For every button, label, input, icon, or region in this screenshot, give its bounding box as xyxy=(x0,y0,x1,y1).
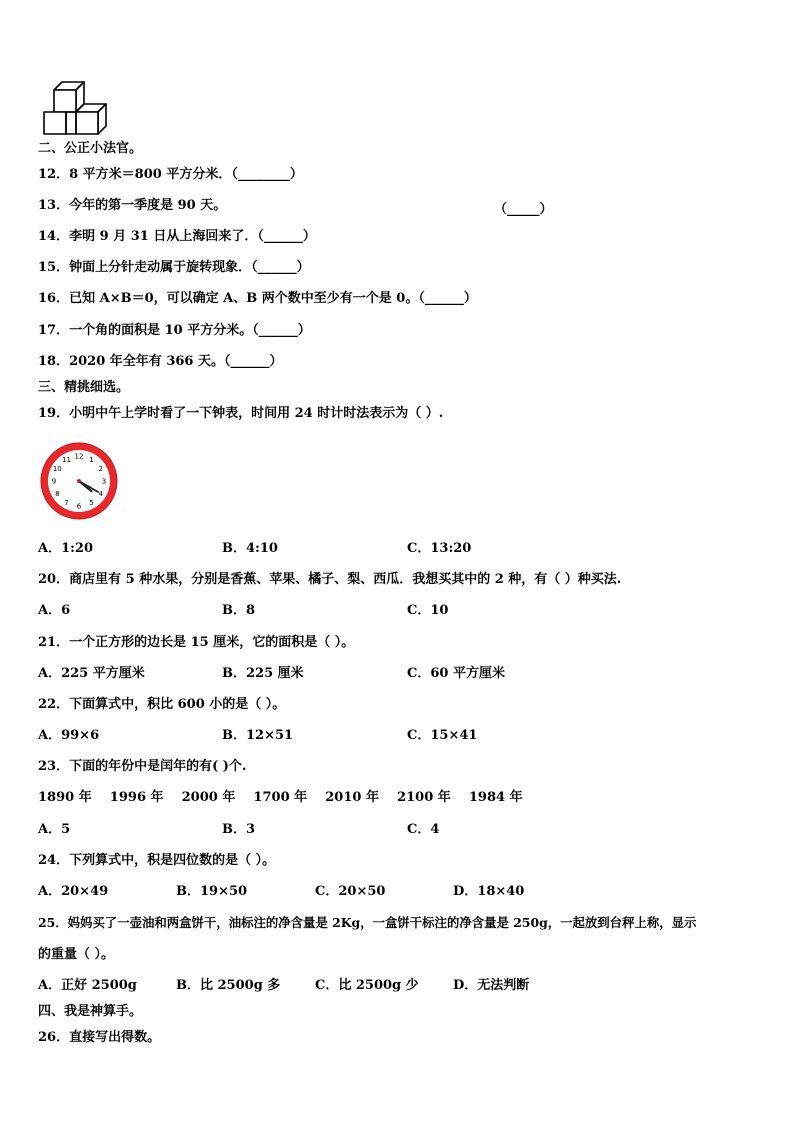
q24-option-c: C．20×50 xyxy=(315,884,386,899)
question-26: 26．直接写出得数。 xyxy=(38,1030,161,1045)
clock-number-12: 12 xyxy=(74,452,84,461)
question-22: 22．下面算式中，积比 600 小的是（ ）。 xyxy=(38,697,286,712)
question-25-line2: 的重量（ ）。 xyxy=(38,947,115,962)
section-heading-judge: 二、公正小法官。 xyxy=(38,141,143,156)
clock-number-10: 10 xyxy=(52,465,62,473)
question-13-blank: （_____） xyxy=(494,202,553,217)
section-heading-calc: 四、我是神算手。 xyxy=(38,1004,143,1019)
clock-number-2: 2 xyxy=(98,465,103,473)
section-heading-choice: 三、精挑细选。 xyxy=(38,380,130,395)
q20-option-a: A．6 xyxy=(38,603,71,618)
q22-option-b: B．12×51 xyxy=(222,728,294,743)
q24-option-d: D．18×40 xyxy=(453,884,525,899)
clock-number-4: 4 xyxy=(98,490,103,498)
q24-option-a: A．20×49 xyxy=(38,884,109,899)
clock-number-8: 8 xyxy=(55,490,60,498)
q21-option-a: A．225 平方厘米 xyxy=(38,666,145,681)
clock-number-1: 1 xyxy=(89,455,94,464)
question-12: 12．8 平方米＝800 平方分米．（________） xyxy=(38,167,303,182)
clock-number-9: 9 xyxy=(51,477,57,486)
q25-option-c: C．比 2500g 少 xyxy=(315,978,419,993)
q19-option-b: B．4:10 xyxy=(222,541,278,556)
q20-option-b: B．8 xyxy=(222,603,256,618)
clock-number-3: 3 xyxy=(101,477,107,486)
question-18: 18．2020 年全年有 366 天。（______） xyxy=(38,354,283,369)
clock-number-7: 7 xyxy=(64,499,69,508)
clock-figure xyxy=(38,440,120,522)
clock-number-6: 6 xyxy=(76,502,82,511)
q25-option-a: A．正好 2500g xyxy=(38,978,137,993)
q21-option-c: C．60 平方厘米 xyxy=(407,666,505,681)
q19-option-c: C．13:20 xyxy=(407,541,472,556)
q23-year-list: 1890 年 1996 年 2000 年 1700 年 2010 年 2100 年 1984 年 xyxy=(38,790,523,805)
question-21: 21．一个正方形的边长是 15 厘米，它的面积是（ ）。 xyxy=(38,635,355,650)
question-20: 20．商店里有 5 种水果，分别是香蕉、苹果、橘子、梨、西瓜．我想买其中的 2 种，有（ ）种买法. xyxy=(38,572,622,587)
clock-number-11: 11 xyxy=(62,455,71,464)
q23-option-c: C．4 xyxy=(407,822,440,837)
question-25-line1: 25．妈妈买了一壶油和两盒饼干，油标注的净含量是 2Kg，一盒饼干标注的净含量是 250g，一起放到台秤上称，显示 xyxy=(38,915,697,930)
question-13: 13．今年的第一季度是 90 天。 xyxy=(38,198,227,213)
q22-option-c: C．15×41 xyxy=(407,728,478,743)
question-15: 15．钟面上分针走动属于旋转现象．（______） xyxy=(38,260,310,275)
clock-number-5: 5 xyxy=(89,499,94,508)
q24-option-b: B．19×50 xyxy=(176,884,248,899)
q25-option-b: B．比 2500g 多 xyxy=(176,978,281,993)
q22-option-a: A．99×6 xyxy=(38,728,100,743)
question-17: 17．一个角的面积是 10 平方分米。（______） xyxy=(38,323,311,338)
cube-stack-figure xyxy=(42,80,108,138)
q25-option-d: D．无法判断 xyxy=(453,978,530,993)
question-24: 24．下列算式中，积是四位数的是（ ）。 xyxy=(38,853,276,868)
question-14: 14．李明 9 月 31 日从上海回来了．（______） xyxy=(38,229,316,244)
question-19: 19．小明中午上学时看了一下钟表，时间用 24 时计时法表示为（ ）. xyxy=(38,406,444,421)
question-23: 23．下面的年份中是闰年的有( )个. xyxy=(38,759,247,774)
q20-option-c: C．10 xyxy=(407,603,449,618)
q23-option-b: B．3 xyxy=(222,822,256,837)
question-16: 16．已知 A×B＝0，可以确定 A、B 两个数中至少有一个是 0。（______） xyxy=(38,291,477,306)
q21-option-b: B．225 厘米 xyxy=(222,666,304,681)
q23-option-a: A．5 xyxy=(38,822,71,837)
q19-option-a: A．1:20 xyxy=(38,541,94,556)
